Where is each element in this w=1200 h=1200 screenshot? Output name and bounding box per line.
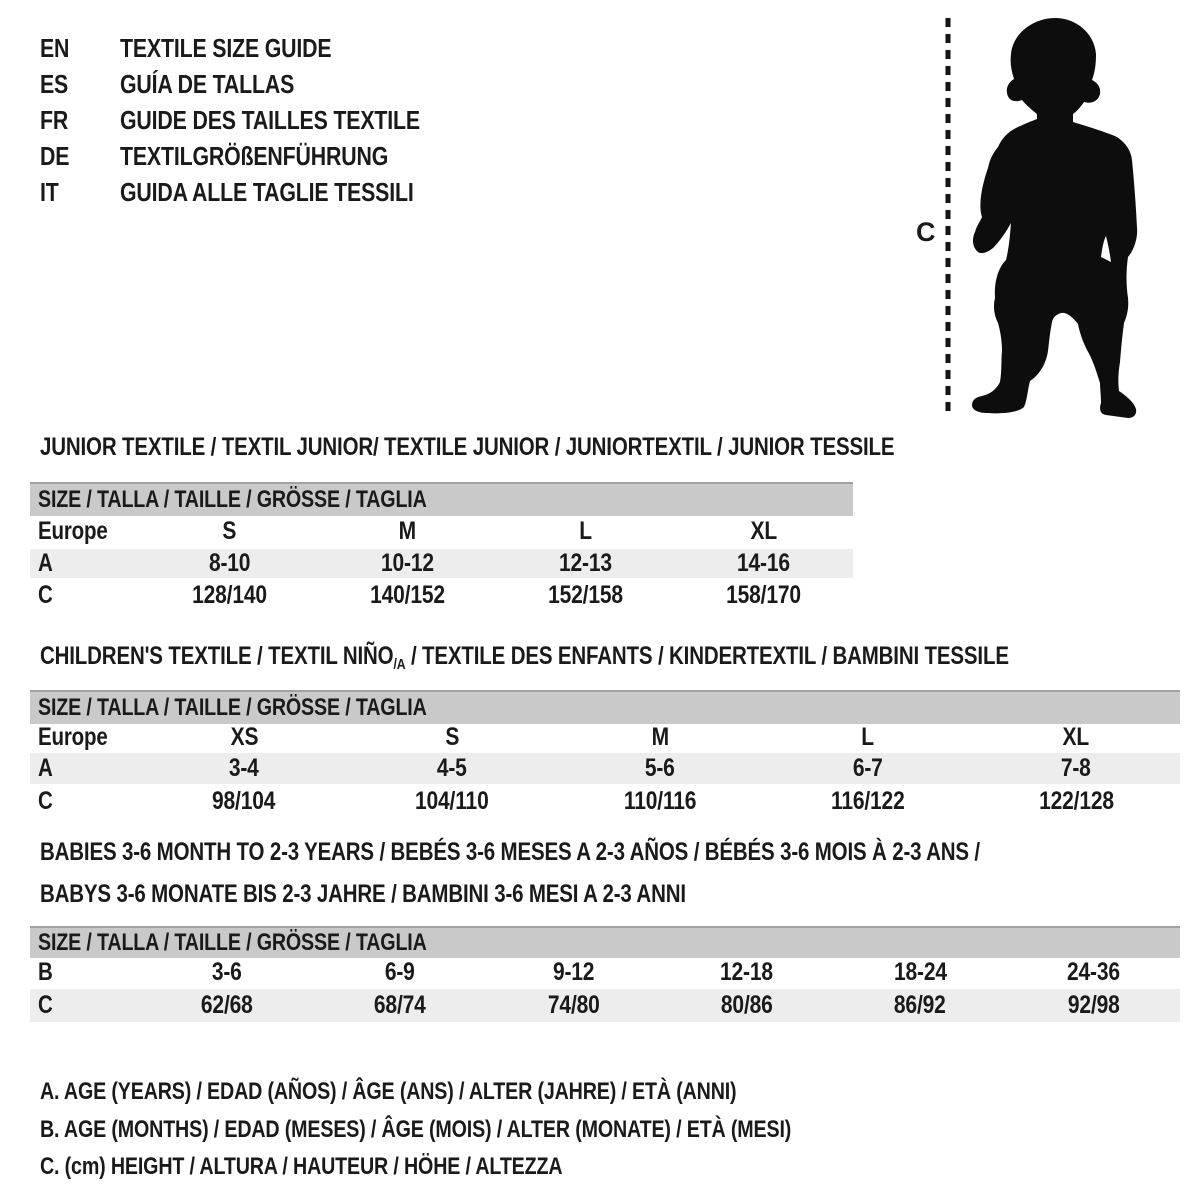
language-row-en xyxy=(40,30,800,66)
age-cell: 6-7 xyxy=(853,754,883,782)
language-code: EN xyxy=(40,32,70,63)
babies-section-title-line1: BABIES 3-6 MONTH TO 2-3 YEARS / BEBÉS 3-6 MESES A 2-3 AÑOS / BÉBÉS 3-6 MOIS À 2-3 ANS / xyxy=(40,838,980,866)
row-label: C xyxy=(38,991,53,1019)
age-cell: 7-8 xyxy=(1061,754,1091,782)
months-cell: 18-24 xyxy=(893,958,947,986)
height-measure-label: C xyxy=(916,217,936,247)
title-subscript: /A xyxy=(393,656,406,673)
child-silhouette-figure xyxy=(900,10,1160,422)
children-size-header-band xyxy=(30,690,1180,724)
size-cell: S xyxy=(445,723,459,751)
height-cell: 104/110 xyxy=(415,787,489,815)
height-cell: 68/74 xyxy=(374,991,426,1019)
size-cell: M xyxy=(398,517,417,545)
children-section-title: CHILDREN'S TEXTILE / TEXTIL $NIÑO_{/A}$ / TEXTILE DES ENFANTS / KINDERTEXTIL / BAMBINI TESSILE xyxy=(40,642,1009,673)
size-cell: XS xyxy=(230,723,258,751)
toddler-silhouette xyxy=(972,18,1137,418)
babies-months-row xyxy=(30,956,1180,989)
age-cell: 8-10 xyxy=(208,549,250,577)
age-cell: 5-6 xyxy=(645,754,675,782)
legend-line-b: B. AGE (MONTHS) / EDAD (MESES) / ÂGE (MOIS) / ALTER (MONATE) / ETÀ (MESI) xyxy=(40,1116,792,1143)
size-cell: XL xyxy=(1062,723,1090,751)
row-label: C xyxy=(38,787,53,815)
height-cell: 158/170 xyxy=(726,581,802,609)
age-cell: 3-4 xyxy=(229,754,259,782)
babies-height-row xyxy=(30,989,1180,1022)
junior-europe-row xyxy=(30,514,853,549)
junior-size-header-band xyxy=(30,482,853,516)
language-code: DE xyxy=(40,140,70,171)
language-title: GUIDA ALLE TAGLIE TESSILI xyxy=(120,176,414,207)
height-cell: 92/98 xyxy=(1067,991,1120,1019)
size-cell: XL xyxy=(750,517,778,545)
legend-line-c: C. (cm) HEIGHT / ALTURA / HAUTEUR / HÖHE / ALTEZZA xyxy=(40,1153,563,1180)
months-cell: 3-6 xyxy=(211,958,242,986)
junior-section-title: JUNIOR TEXTILE / TEXTIL JUNIOR/ TEXTILE JUNIOR / JUNIORTEXTIL / JUNIOR TESSILE xyxy=(40,433,895,461)
babies-section-title-line2: BABYS 3-6 MONATE BIS 2-3 JAHRE / BAMBINI 3-6 MESI A 2-3 ANNI xyxy=(40,880,686,908)
language-title: TEXTILE SIZE GUIDE xyxy=(120,32,332,63)
row-label: B xyxy=(38,958,53,986)
months-cell: 6-9 xyxy=(385,958,415,986)
babies-size-header-band xyxy=(30,926,1180,958)
height-cell: 128/140 xyxy=(191,581,267,609)
size-header-label: SIZE / TALLA / TAILLE / GRÖSSE / TAGLIA xyxy=(38,486,427,513)
language-code: FR xyxy=(40,104,69,135)
row-label: A xyxy=(38,754,53,782)
children-age-row xyxy=(30,753,1180,784)
size-header-label: SIZE / TALLA / TAILLE / GRÖSSE / TAGLIA xyxy=(38,694,427,721)
height-cell: 74/80 xyxy=(547,991,600,1019)
height-cell: 116/122 xyxy=(831,787,905,815)
age-cell: 14-16 xyxy=(737,549,791,577)
size-cell: S xyxy=(222,517,237,545)
row-label: Europe xyxy=(38,517,108,545)
children-europe-row xyxy=(30,722,1180,753)
months-cell: 12-18 xyxy=(720,958,774,986)
row-label: C xyxy=(38,581,53,609)
language-row-es xyxy=(40,66,800,102)
size-cell: L xyxy=(579,517,592,545)
height-cell: 80/86 xyxy=(720,991,773,1019)
size-header-label: SIZE / TALLA / TAILLE / GRÖSSE / TAGLIA xyxy=(38,929,427,956)
language-title: GUIDE DES TAILLES TEXTILE xyxy=(120,104,420,135)
height-cell: 152/158 xyxy=(548,581,623,609)
months-cell: 9-12 xyxy=(552,958,594,986)
language-title: GUÍA DE TALLAS xyxy=(120,68,295,99)
age-cell: 4-5 xyxy=(437,754,467,782)
language-row-de xyxy=(40,138,800,174)
language-title: TEXTILGRÖßENFÜHRUNG xyxy=(120,140,389,171)
height-cell: 62/68 xyxy=(200,991,253,1019)
age-cell: 10-12 xyxy=(380,549,434,577)
language-row-it xyxy=(40,174,800,210)
size-cell: L xyxy=(861,723,875,751)
row-label: Europe xyxy=(38,723,108,751)
height-cell: 86/92 xyxy=(894,991,946,1019)
children-height-row xyxy=(30,784,1180,819)
months-cell: 24-36 xyxy=(1066,958,1120,986)
height-cell: 122/128 xyxy=(1038,787,1114,815)
junior-height-row xyxy=(30,578,853,613)
age-cell: 12-13 xyxy=(559,549,613,577)
language-row-fr xyxy=(40,102,800,138)
row-label: A xyxy=(38,549,53,577)
size-cell: M xyxy=(651,723,669,751)
height-cell: 110/116 xyxy=(623,787,697,815)
height-cell: 98/104 xyxy=(212,787,276,815)
height-cell: 140/152 xyxy=(370,581,445,609)
language-code: IT xyxy=(40,176,59,207)
legend-line-a: A. AGE (YEARS) / EDAD (AÑOS) / ÂGE (ANS) / ALTER (JAHRE) / ETÀ (ANNI) xyxy=(40,1078,737,1105)
junior-age-row xyxy=(30,549,853,578)
language-code: ES xyxy=(40,68,69,99)
